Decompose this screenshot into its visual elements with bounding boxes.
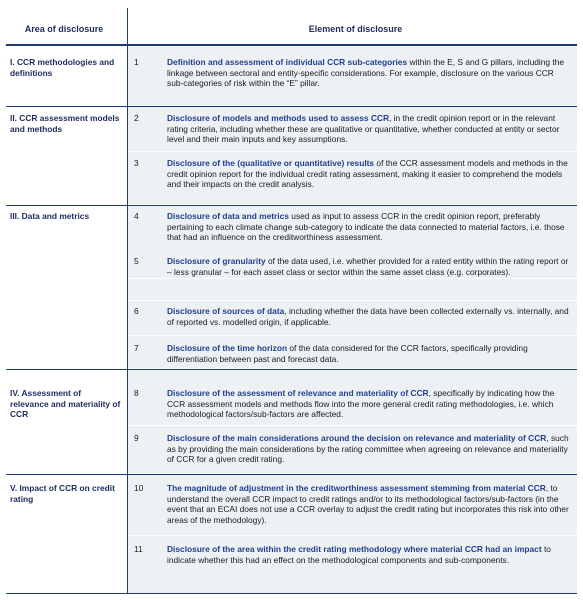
- row-highlight: Disclosure of the main considerations around the decision on relevance and materiality of CCR: [167, 433, 547, 443]
- row-description: [167, 388, 571, 420]
- row-description: [167, 158, 571, 190]
- row-number: 8: [134, 388, 139, 398]
- row-number: 10: [134, 483, 144, 493]
- row-text: , including whether the data have been collected externally vs. internally, and of reported vs. modelled origin, if applicable.: [167, 306, 569, 327]
- area-label: I. CCR methodologies and definitions: [10, 57, 115, 78]
- row-text: , to understand the overall CCR impact to credit ratings and/or to its methodological factors/sub-factors (in the event that an ECAI does not use a CCR overlay to adjust the credit rating but incorporates this risk into other areas of the methodology).: [167, 483, 569, 525]
- row-highlight: Disclosure of granularity: [167, 256, 266, 266]
- area-label: V. Impact of CCR on credit rating: [10, 483, 115, 504]
- row-number: 7: [134, 343, 139, 353]
- row-number: 2: [134, 113, 139, 123]
- row-description: [167, 113, 571, 145]
- row-number: 3: [134, 158, 139, 168]
- row-highlight: The magnitude of adjustment in the creditworthiness assessment stemming from material CCR: [167, 483, 546, 493]
- row-highlight: Definition and assessment of individual CCR sub-categories: [167, 57, 408, 67]
- row-divider: [128, 151, 577, 152]
- row-description: [167, 211, 571, 243]
- row-highlight: Disclosure of the assessment of relevance and materiality of CCR: [167, 388, 429, 398]
- row-description: [167, 306, 571, 327]
- row-text: within the E, S and G pillars, including the linkage between sectoral and entity-specific considerations. For example, disclosure on the various CCR sub-categories of risk within the “E” pillar.: [167, 57, 565, 89]
- row-text: , specifically by indicating how the CCR assessment models and methods flow into the more general credit rating methodologies, i.e. which methodological factors/sub-factors are affected.: [167, 388, 555, 420]
- section-divider: [6, 106, 577, 107]
- row-highlight: Disclosure of the area within the credit rating methodology where material CCR had an impact: [167, 544, 542, 554]
- column-divider: [127, 8, 128, 594]
- row-text: , in the credit opinion report or in the relevant rating criteria, including whether these are qualitative or quantitative, whether conducted at entity or sector level and their main inputs and key assumptions.: [167, 113, 560, 145]
- row-highlight: Disclosure of data and metrics: [167, 211, 289, 221]
- row-description: [167, 544, 571, 565]
- row-text: of the data used, i.e. whether provided for a rated entity within the rating report or – less granular – for each asset class or sector within the same asset class (e.g. corporates).: [167, 256, 569, 277]
- row-divider: [128, 425, 577, 426]
- row-text: of the data considered for the CCR factors, specifically providing differentiation between past and forecast data.: [167, 343, 528, 364]
- area-label: III. Data and metrics: [10, 211, 90, 221]
- row-description: [167, 483, 571, 525]
- area-label: II. CCR assessment models and methods: [10, 113, 120, 134]
- bottom-rule: [6, 593, 577, 594]
- row-description: [167, 256, 571, 277]
- row-divider: [128, 335, 577, 336]
- row-description: [167, 343, 571, 364]
- section-divider: [6, 369, 577, 370]
- row-number: 1: [134, 57, 139, 67]
- header-element-of-disclosure: Element of disclosure: [308, 24, 403, 34]
- section-divider: [6, 474, 577, 475]
- row-divider: [128, 300, 577, 301]
- row-description: [167, 57, 571, 89]
- row-number: 6: [134, 306, 139, 316]
- area-label: IV. Assessment of relevance and materiality of CCR: [10, 388, 121, 419]
- row-highlight: Disclosure of the time horizon: [167, 343, 288, 353]
- row-highlight: Disclosure of the (qualitative or quantitative) results: [167, 158, 375, 168]
- row-number: 11: [134, 544, 143, 554]
- section-divider: [6, 205, 577, 206]
- table-header: [0, 0, 583, 44]
- row-text: to indicate whether this had an effect on the methodological components and sub-components.: [167, 544, 551, 565]
- row-text: of the CCR assessment models and methods in the credit opinion report for the individual credit rating assessment, making it easier to comprehend the models and their impacts on the credit analysis.: [167, 158, 568, 190]
- row-number: 9: [134, 433, 139, 443]
- row-number: 5: [134, 256, 139, 266]
- header-area-of-disclosure: Area of disclosure: [24, 24, 104, 34]
- row-description: [167, 433, 571, 465]
- row-text: used as input to assess CCR in the credit opinion report, preferably pertaining to each climate change sub-category to indicate the data connected to material factors, i.e. those that had an influence on the creditworthiness assessment.: [167, 211, 565, 243]
- row-divider: [128, 535, 577, 536]
- row-highlight: Disclosure of sources of data: [167, 306, 285, 316]
- row-number: 4: [134, 211, 139, 221]
- row-highlight: Disclosure of models and methods used to assess CCR: [167, 113, 389, 123]
- row-text: , such as by providing the main considerations by the rating committee when agreeing on relevance and materiality of CCR for a given credit rating.: [167, 433, 569, 465]
- header-rule: [6, 44, 577, 46]
- row-divider: [128, 278, 577, 279]
